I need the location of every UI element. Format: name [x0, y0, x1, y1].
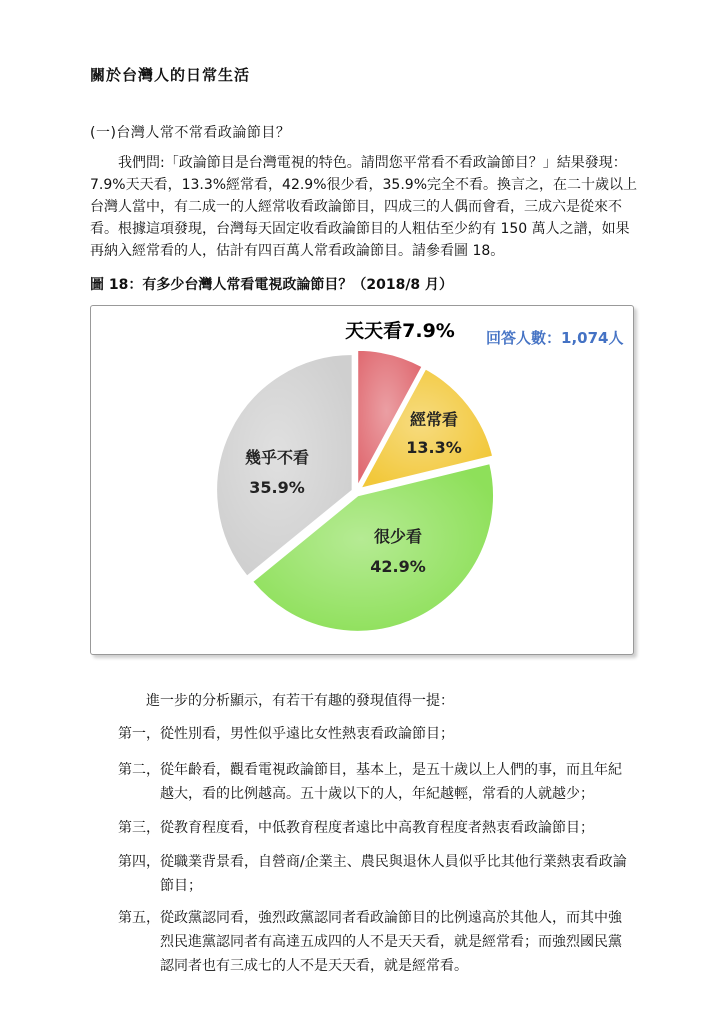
figure-caption: 圖 18：有多少台灣人常看電視政論節目？（2018/8 月）	[90, 277, 454, 293]
finding-line: 認同者也有三成七的人不是天天看，就是經常看。	[160, 958, 468, 974]
finding-item	[118, 758, 638, 806]
document-title: 關於台灣人的日常生活	[90, 66, 251, 84]
finding-line: 第一，從性別看，男性似乎遠比女性熱衷看政論節目；	[118, 726, 454, 742]
slice-label: 天天看7.9%	[345, 320, 455, 342]
slice-label: 經常看	[409, 410, 459, 429]
finding-line: 烈民進黨認同者有高達五成四的人不是天天看，就是經常看；而強烈國民黨	[160, 934, 622, 950]
intro-line: 7.9%天天看，13.3%經常看，42.9%很少看，35.9%完全不看。換言之，在二十歲以上	[90, 177, 637, 193]
intro-line: 我們問:「政論節目是台灣電視的特色。請問您平常看不看政論節目？」結果發現：	[118, 155, 627, 171]
slice-label: 很少看	[373, 527, 423, 546]
slice-value-label: 35.9%	[249, 478, 305, 497]
finding-line: 第三，從教育程度看，中低教育程度者遠比中高教育程度者熱衷看政論節目；	[118, 820, 594, 836]
finding-item	[118, 816, 638, 840]
finding-line: 第四，從職業背景看，自營商/企業主、農民與退休人員似乎比其他行業熱衷看政論	[118, 854, 627, 870]
finding-line: 越大，看的比例越高。五十歲以下的人，年紀越輕，常看的人就越少；	[160, 786, 594, 802]
finding-item	[118, 850, 638, 898]
slice-value-label: 13.3%	[406, 438, 462, 457]
slice-label: 幾乎不看	[244, 448, 310, 467]
respondents-count: 回答人數：1,074人	[486, 329, 624, 347]
finding-line: 節目；	[160, 878, 202, 894]
slice-value-label: 42.9%	[370, 557, 426, 576]
intro-line: 台灣人當中，有二成一的人經常收看政論節目，四成三的人偶而會看，三成六是從來不	[90, 199, 622, 215]
analysis-intro: 進一步的分析顯示，有若干有趣的發現值得一提：	[146, 693, 454, 709]
intro-line: 看。根據這項發現，台灣每天固定收看政論節目的人粗估至少約有 150 萬人之譜，如果	[90, 221, 630, 237]
section-title: (一)台灣人常不常看政論節目？	[90, 125, 291, 141]
finding-item	[118, 722, 638, 746]
finding-line: 第五，從政黨認同看，強烈政黨認同者看政論節目的比例遠高於其他人，而其中強	[118, 910, 622, 926]
finding-item	[118, 906, 638, 978]
finding-line: 第二，從年齡看，觀看電視政論節目，基本上，是五十歲以上人們的事，而且年紀	[118, 762, 622, 778]
intro-line: 再納入經常看的人，估計有四百萬人常看政論節目。請參看圖 18。	[90, 243, 505, 259]
